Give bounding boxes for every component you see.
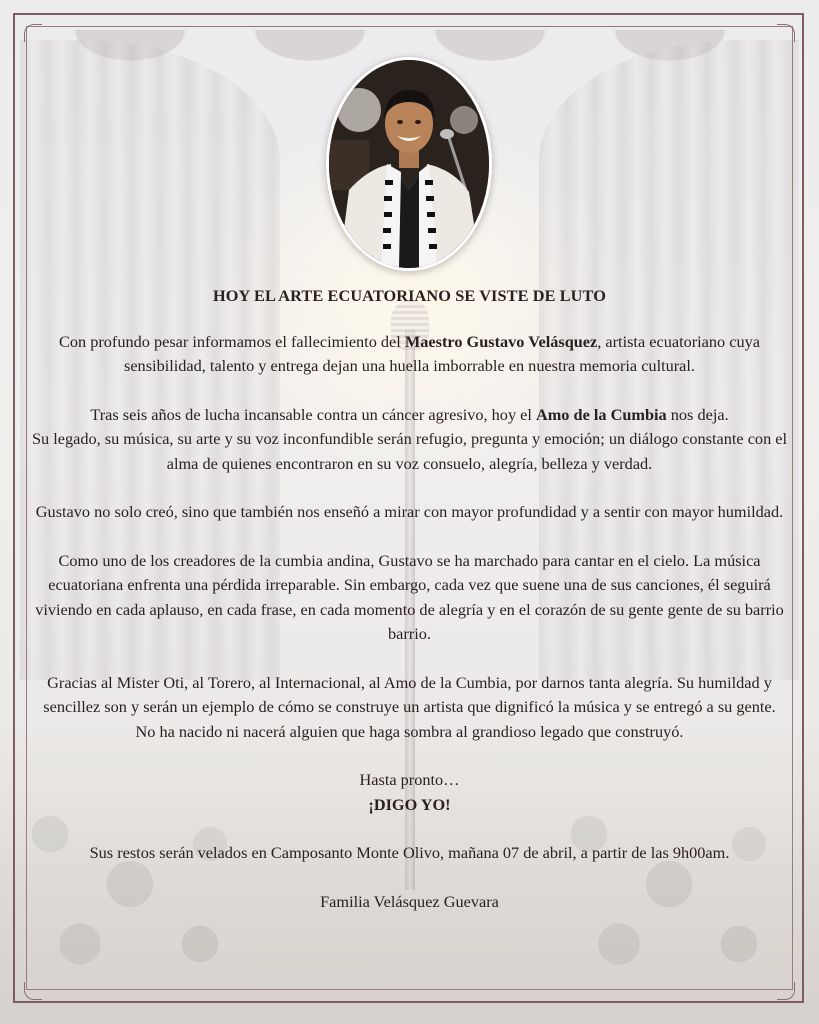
- paragraph-teaching: Gustavo no solo creó, sino que también nos enseñó a mirar con mayor profundidad y a sentir con mayor humildad.: [35, 502, 784, 521]
- portrait-photo: [326, 57, 492, 271]
- paragraph-cumbia-andina: Como uno de los creadores de la cumbia andina, Gustavo se ha marchado para cantar en el cielo. La música ecuatoriana enfrenta una pérdida irreparable. Sin embargo, cada vez que suene una de sus canciones, él seguirá viviendo en cada aplauso, en cada frase, en cada momento de alegría y en el corazón de su gente gente de su barrio barrio.: [35, 550, 784, 643]
- paragraph-text: No ha nacido ni nacerá alguien que haga sombra al grandioso legado que construyó.: [135, 721, 684, 741]
- farewell-exclamation: ¡DIGO YO!: [368, 794, 451, 814]
- paragraph-text: Gracias al Mister Oti, al Torero, al Internacional, al Amo de la Cumbia, por darnos tanta alegría. Su humildad y sencillez son y serán un ejemplo de cómo se construye un artista que dignificó la música y se entregó a su gente.: [43, 672, 776, 716]
- paragraph-legacy: [30, 403, 789, 477]
- farewell-line: Hasta pronto…: [359, 770, 460, 789]
- artist-name-bold: Maestro Gustavo Velásquez: [404, 331, 598, 351]
- paragraph-text: Su legado, su música, su arte y su voz inconfundible serán refugio, pregunta y emoción; un diálogo constante con el alma de quienes encontraron en su voz consuelo, alegría, belleza y verdad.: [31, 429, 788, 473]
- corner-ornament-top-left: [24, 24, 42, 42]
- corner-ornament-top-right: [777, 24, 795, 42]
- nickname-bold: Amo de la Cumbia: [535, 404, 667, 424]
- paragraph-text: Tras seis años de lucha incansable contra un cáncer agresivo, hoy el: [90, 404, 536, 424]
- obituary-text: [30, 284, 789, 914]
- paragraph-announcement: [30, 330, 789, 379]
- paragraph-text: nos deja.: [666, 404, 729, 424]
- singer-portrait-illustration: [329, 60, 489, 268]
- paragraph-gratitude: [30, 671, 789, 745]
- corner-ornament-bottom-left: [24, 982, 42, 1000]
- family-signature: Familia Velásquez Guevara: [320, 891, 499, 911]
- paragraph-text: Con profundo pesar informamos el fallecimiento del: [59, 331, 405, 351]
- paragraph-text: , artista ecuatoriano cuya sensibilidad, talento y entrega dejan una huella imborrable en nuestra memoria cultural.: [124, 331, 760, 375]
- page-title: HOY EL ARTE ECUATORIANO SE VISTE DE LUTO: [213, 286, 606, 305]
- funeral-details: Sus restos serán velados en Camposanto Monte Olivo, mañana 07 de abril, a partir de las 9h00am.: [89, 843, 730, 862]
